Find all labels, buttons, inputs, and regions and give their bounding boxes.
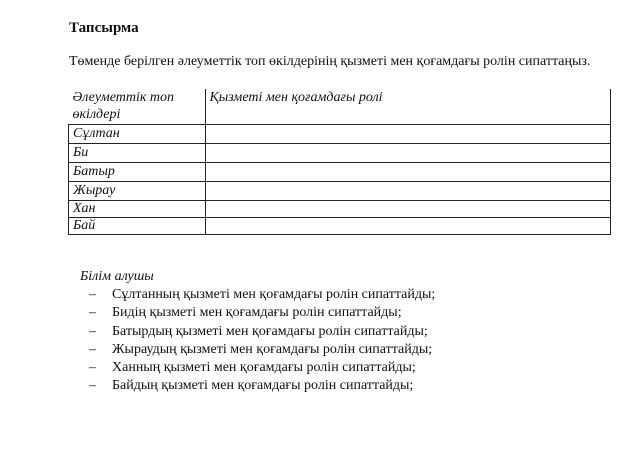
dash-bullet: – [89,287,96,302]
table-row [69,163,611,182]
table-cell-role[interactable] [205,218,611,235]
social-groups-table [68,89,611,235]
table-row [69,201,611,218]
criterion-text: Сұлтанның қызметі мен қоғамдағы ролін сипаттайды; [112,287,436,302]
criterion-text: Ханның қызметі мен қоғамдағы ролін сипаттайды; [112,360,416,376]
table-row [69,144,611,163]
table-cell-role[interactable] [205,144,611,163]
table-header-row [69,89,611,125]
criterion-text: Байдың қызметі мен қоғамдағы ролін сипаттайды; [112,378,414,394]
table-cell-role[interactable] [205,163,611,182]
task-instruction: Төменде берілген әлеуметтік топ өкілдерінің қызметі мен қоғамдағы ролін сипаттаңыз. [69,54,591,69]
learner-title: Білім алушы [80,269,154,284]
list-item [80,286,435,304]
table-header-role: Қызметі мен қоғамдағы ролі [205,89,611,125]
table-cell-role[interactable] [205,125,611,144]
criterion-text: Бидің қызметі мен қоғамдағы ролін сипаттайды; [112,305,402,321]
criterion-text: Батырдың қызметі мен қоғамдағы ролін сипаттайды; [112,323,428,339]
table-cell-group: Би [69,144,206,163]
dash-bullet: – [89,360,96,376]
dash-bullet: – [89,305,96,321]
list-item [80,377,435,395]
table-cell-group: Жырау [69,182,206,201]
dash-bullet: – [89,378,96,394]
dash-bullet: – [89,323,96,339]
criterion-text: Жыраудың қызметі мен қоғамдағы ролін сипаттайды; [112,341,433,357]
table-cell-role[interactable] [205,182,611,201]
assessment-criteria [80,268,435,396]
table-cell-group: Бай [69,218,206,235]
list-item [80,304,435,322]
table-row [69,182,611,201]
table-cell-group: Сұлтан [69,125,206,144]
dash-bullet: – [89,341,96,357]
table-row [69,125,611,144]
table-row [69,218,611,235]
table-cell-group: Батыр [69,163,206,182]
list-item [80,359,435,377]
table-cell-group: Хан [69,201,206,218]
table-cell-role[interactable] [205,201,611,218]
table-header-group: Әлеуметтік топ өкілдері [69,89,206,125]
list-item [80,341,435,359]
criteria-list [80,286,435,396]
list-item [80,323,435,341]
task-heading: Тапсырма [69,20,139,36]
